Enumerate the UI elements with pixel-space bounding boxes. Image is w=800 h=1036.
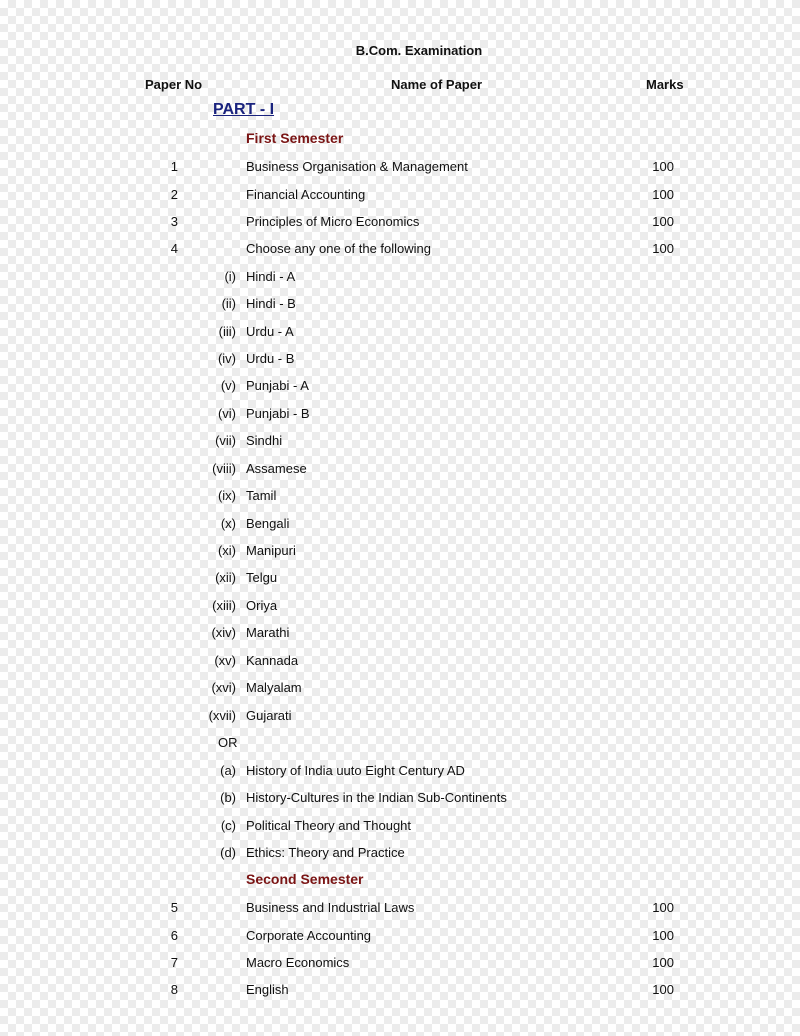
option-name: History-Cultures in the Indian Sub-Continents (246, 790, 507, 805)
first-semester-heading: First Semester (246, 130, 344, 146)
option-name: Tamil (246, 488, 277, 503)
option-name: Hindi - B (246, 296, 296, 311)
option-name: Kannada (246, 653, 299, 668)
paper-number: 5 (170, 900, 178, 915)
option-name: Sindhi (246, 433, 283, 448)
header-name-of-paper: Name of Paper (391, 77, 483, 92)
option-number: (ii) (221, 296, 236, 311)
option-number: (xvi) (211, 680, 236, 695)
option-name: Punjabi - A (246, 378, 309, 393)
paper-name: Financial Accounting (246, 187, 366, 202)
or-label: OR (218, 735, 238, 750)
paper-marks: 100 (652, 159, 674, 174)
option-name: Oriya (246, 598, 278, 613)
part-heading: PART - I (213, 101, 275, 118)
document-title: B.Com. Examination (355, 43, 483, 58)
option-number: (xvii) (208, 708, 236, 723)
option-name: History of India uuto Eight Century AD (246, 763, 465, 778)
option-number: (xiii) (212, 598, 236, 613)
option-number: (xv) (214, 653, 236, 668)
option-name: Hindi - A (246, 269, 296, 284)
option-number: (ix) (217, 488, 236, 503)
option-name: Marathi (246, 625, 290, 640)
option-number: (x) (220, 516, 236, 531)
paper-marks: 100 (652, 900, 674, 915)
option-name: Manipuri (246, 543, 296, 558)
paper-number: 7 (170, 955, 178, 970)
option-number: (b) (220, 790, 236, 805)
option-number: (xii) (215, 570, 236, 585)
paper-number: 3 (170, 214, 178, 229)
paper-marks: 100 (652, 982, 674, 997)
paper-name: Business and Industrial Laws (246, 900, 415, 915)
paper-marks: 100 (652, 928, 674, 943)
paper-name: Corporate Accounting (246, 928, 372, 943)
paper-number: 2 (170, 187, 178, 202)
option-number: (iii) (218, 324, 236, 339)
paper-number: 6 (170, 928, 178, 943)
paper-marks: 100 (652, 187, 674, 202)
paper-name: Business Organisation & Management (246, 159, 468, 174)
option-name: Gujarati (246, 708, 292, 723)
option-number: (xiv) (211, 625, 236, 640)
paper-number: 4 (170, 241, 178, 256)
option-number: (xi) (217, 543, 236, 558)
option-name: Malyalam (246, 680, 302, 695)
header-paper-no: Paper No (145, 77, 203, 92)
option-number: (viii) (212, 461, 236, 476)
option-name: Bengali (246, 516, 290, 531)
option-number: (a) (220, 763, 236, 778)
option-number: (c) (220, 818, 236, 833)
paper-number: 1 (170, 159, 178, 174)
second-semester-heading: Second Semester (246, 871, 364, 887)
header-marks: Marks (646, 77, 684, 92)
paper-name: Macro Economics (246, 955, 350, 970)
paper-name: English (246, 982, 289, 997)
paper-number: 8 (170, 982, 178, 997)
option-number: (vi) (217, 406, 236, 421)
option-name: Punjabi - B (246, 406, 310, 421)
option-number: (d) (220, 845, 236, 860)
paper-marks: 100 (652, 241, 674, 256)
option-name: Urdu - B (246, 351, 295, 366)
option-name: Assamese (246, 461, 307, 476)
paper-name: Principles of Micro Economics (246, 214, 420, 229)
option-number: (v) (220, 378, 236, 393)
paper-marks: 100 (652, 214, 674, 229)
option-number: (iv) (217, 351, 236, 366)
option-name: Ethics: Theory and Practice (246, 845, 405, 860)
option-name: Political Theory and Thought (246, 818, 412, 833)
option-name: Telgu (246, 570, 278, 585)
option-number: (i) (224, 269, 236, 284)
paper-name: Choose any one of the following (246, 241, 432, 256)
option-name: Urdu - A (246, 324, 294, 339)
paper-marks: 100 (652, 955, 674, 970)
option-number: (vii) (215, 433, 236, 448)
